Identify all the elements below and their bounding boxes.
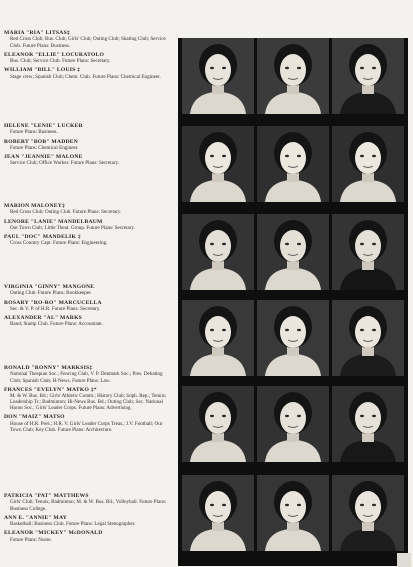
senior-name: ALEXANDER "AL" MARKS [4,315,83,321]
senior-name: ROSARY "RO-RO" MARCUCELLA [4,299,102,306]
senior-name: RONALD "RONNY" MARKSIS‡ [4,365,93,371]
senior-activities: Cross Country Capt. Future Plans: Engineering. [10,240,108,247]
senior-portrait-photo [257,38,329,114]
senior-portrait-photo [182,475,254,551]
senior-entry [4,203,172,216]
senior-portrait-photo [332,386,404,462]
senior-entry [4,284,172,297]
senior-entry [4,365,172,384]
senior-name: ELEANOR "ELLIE" LOCURATOLO [4,51,105,58]
senior-entry [4,530,172,543]
senior-activities: Future Plans: Business. [10,129,58,136]
senior-portrait-photo [332,126,404,202]
senior-name: ROBERT "BOB" MADDEN [4,138,79,145]
listing-group-1 [4,30,172,83]
senior-name: PAUL "DOC" MANDELIK ‡ [4,234,81,240]
senior-portrait-photo [332,214,404,290]
senior-activities: Band; Stamp Club. Future Plans: Accountant. [10,321,103,328]
senior-activities: House of H.R. Pres.; H.R. V. Girls' Leader Corps Treas.; J.V. Football; Our Town Club; Key Club. Future Plans: Architecture. [10,420,163,433]
senior-activities: Red Cross Club; Bus. Club; Girls' Club; Outing Club; Skating Club; Service Club. Future Plans: Business. [10,36,166,49]
senior-entry [4,300,172,313]
listing-group-6 [4,493,172,546]
senior-name: VIRGINIA "GINNY" MANGONE [4,284,95,290]
senior-activities: Bus. Club; Service Club. Future Plans: Secretary. [10,58,111,64]
senior-entry [4,154,172,167]
senior-entry [4,515,172,528]
senior-name: HELENE "LENIE" LUCKER [4,123,83,129]
senior-entry [4,30,172,49]
senior-entry [4,52,172,65]
senior-name: LENORE "LANIE" MANDELBAUM [4,218,103,225]
senior-activities: Red Cross Club; Outing Club. Future Plans: Secretary. [10,209,122,216]
senior-activities: Service Club; Office Worker. Future Plans: Secretary. [10,160,120,167]
senior-portrait-photo [182,214,254,290]
senior-name: ANN E. "ANNIE" MAY [4,514,68,521]
senior-activities: Future Plans: Nurse. [10,536,52,543]
senior-activities: Sec. & V. P. of H.R. Future Plans: Secretary. [10,305,101,312]
senior-activities: Girls' Club; Tennis; Badminton; M. & W. Bus. Bd.; Volleyball. Future Plans: Business College. [10,499,167,512]
senior-activities: Basketball; Business Club. Future Plans: Legal Stenographer. [10,521,136,527]
listing-group-5 [4,365,172,436]
senior-portrait-photo [182,126,254,202]
senior-portrait-photo [257,300,329,376]
senior-portrait-photo [182,386,254,462]
senior-activities: Stage crew; Spanish Club; Chem. Club. Future Plans: Chemical Engineer. [10,73,161,80]
senior-portrait-photo [332,475,404,551]
senior-entry [4,67,172,80]
senior-entry [4,123,172,136]
senior-entry [4,387,172,412]
senior-portrait-photo [257,386,329,462]
senior-portrait-photo [257,126,329,202]
senior-activities: National Thespian Soc.; Fencing Club, V. P. Denmark Soc.; Pres. Debating Club; Spanish Club; H-News. Future Plans: Law. [10,371,163,384]
portrait-grid [178,38,408,566]
senior-entry [4,493,172,512]
senior-portrait-photo [257,475,329,551]
senior-name: DON "MAIZ" MATSO [4,414,65,421]
senior-activities: Future Plans: Chemical Engineer. [10,144,79,151]
senior-entry [4,315,172,328]
senior-activities: Our Town Club; Little Theat. Group. Future Plans: Secretary. [10,224,135,231]
senior-name: MARION MALONEY‡ [4,203,66,209]
senior-entry [4,139,172,152]
senior-portrait-photo [182,300,254,376]
senior-entry [4,414,172,433]
senior-portrait-photo [257,214,329,290]
senior-name: MARIA "RIA" LITSAS‡ [4,30,70,36]
senior-name: ELEANOR "MICKEY" McDONALD [4,530,103,537]
senior-entry [4,219,172,232]
senior-portrait-photo [332,300,404,376]
senior-activities: Outing Club. Future Plans: Bookkeeper. [10,290,92,297]
listing-group-4 [4,284,172,331]
senior-name: WILLIAM "BILL" LOUIS ‡ [4,67,81,74]
senior-activities: M. & W. Bus. Bd.; Girls' Athletic Comm.; History Club; Soph. Rep.; Tennis; Leadership Tr.; Badminton; Hi-News Bus. Bd.; Outing Club; Sec. National Honor Soc.; Girls' Leader Corps. Future Plans: Advertising. [10,393,167,412]
senior-entry [4,234,172,247]
senior-portrait-photo [182,38,254,114]
page-corner [397,553,411,567]
listing-group-3 [4,203,172,250]
senior-name: JEAN "JEANNIE" MALONE [4,154,83,160]
senior-name: PATRICIA "PAT" MATTHEWS [4,493,89,499]
listing-group-2 [4,123,172,170]
senior-name: FRANCES "EVELYN" MATKO ‡* [4,386,97,393]
senior-portrait-photo [332,38,404,114]
